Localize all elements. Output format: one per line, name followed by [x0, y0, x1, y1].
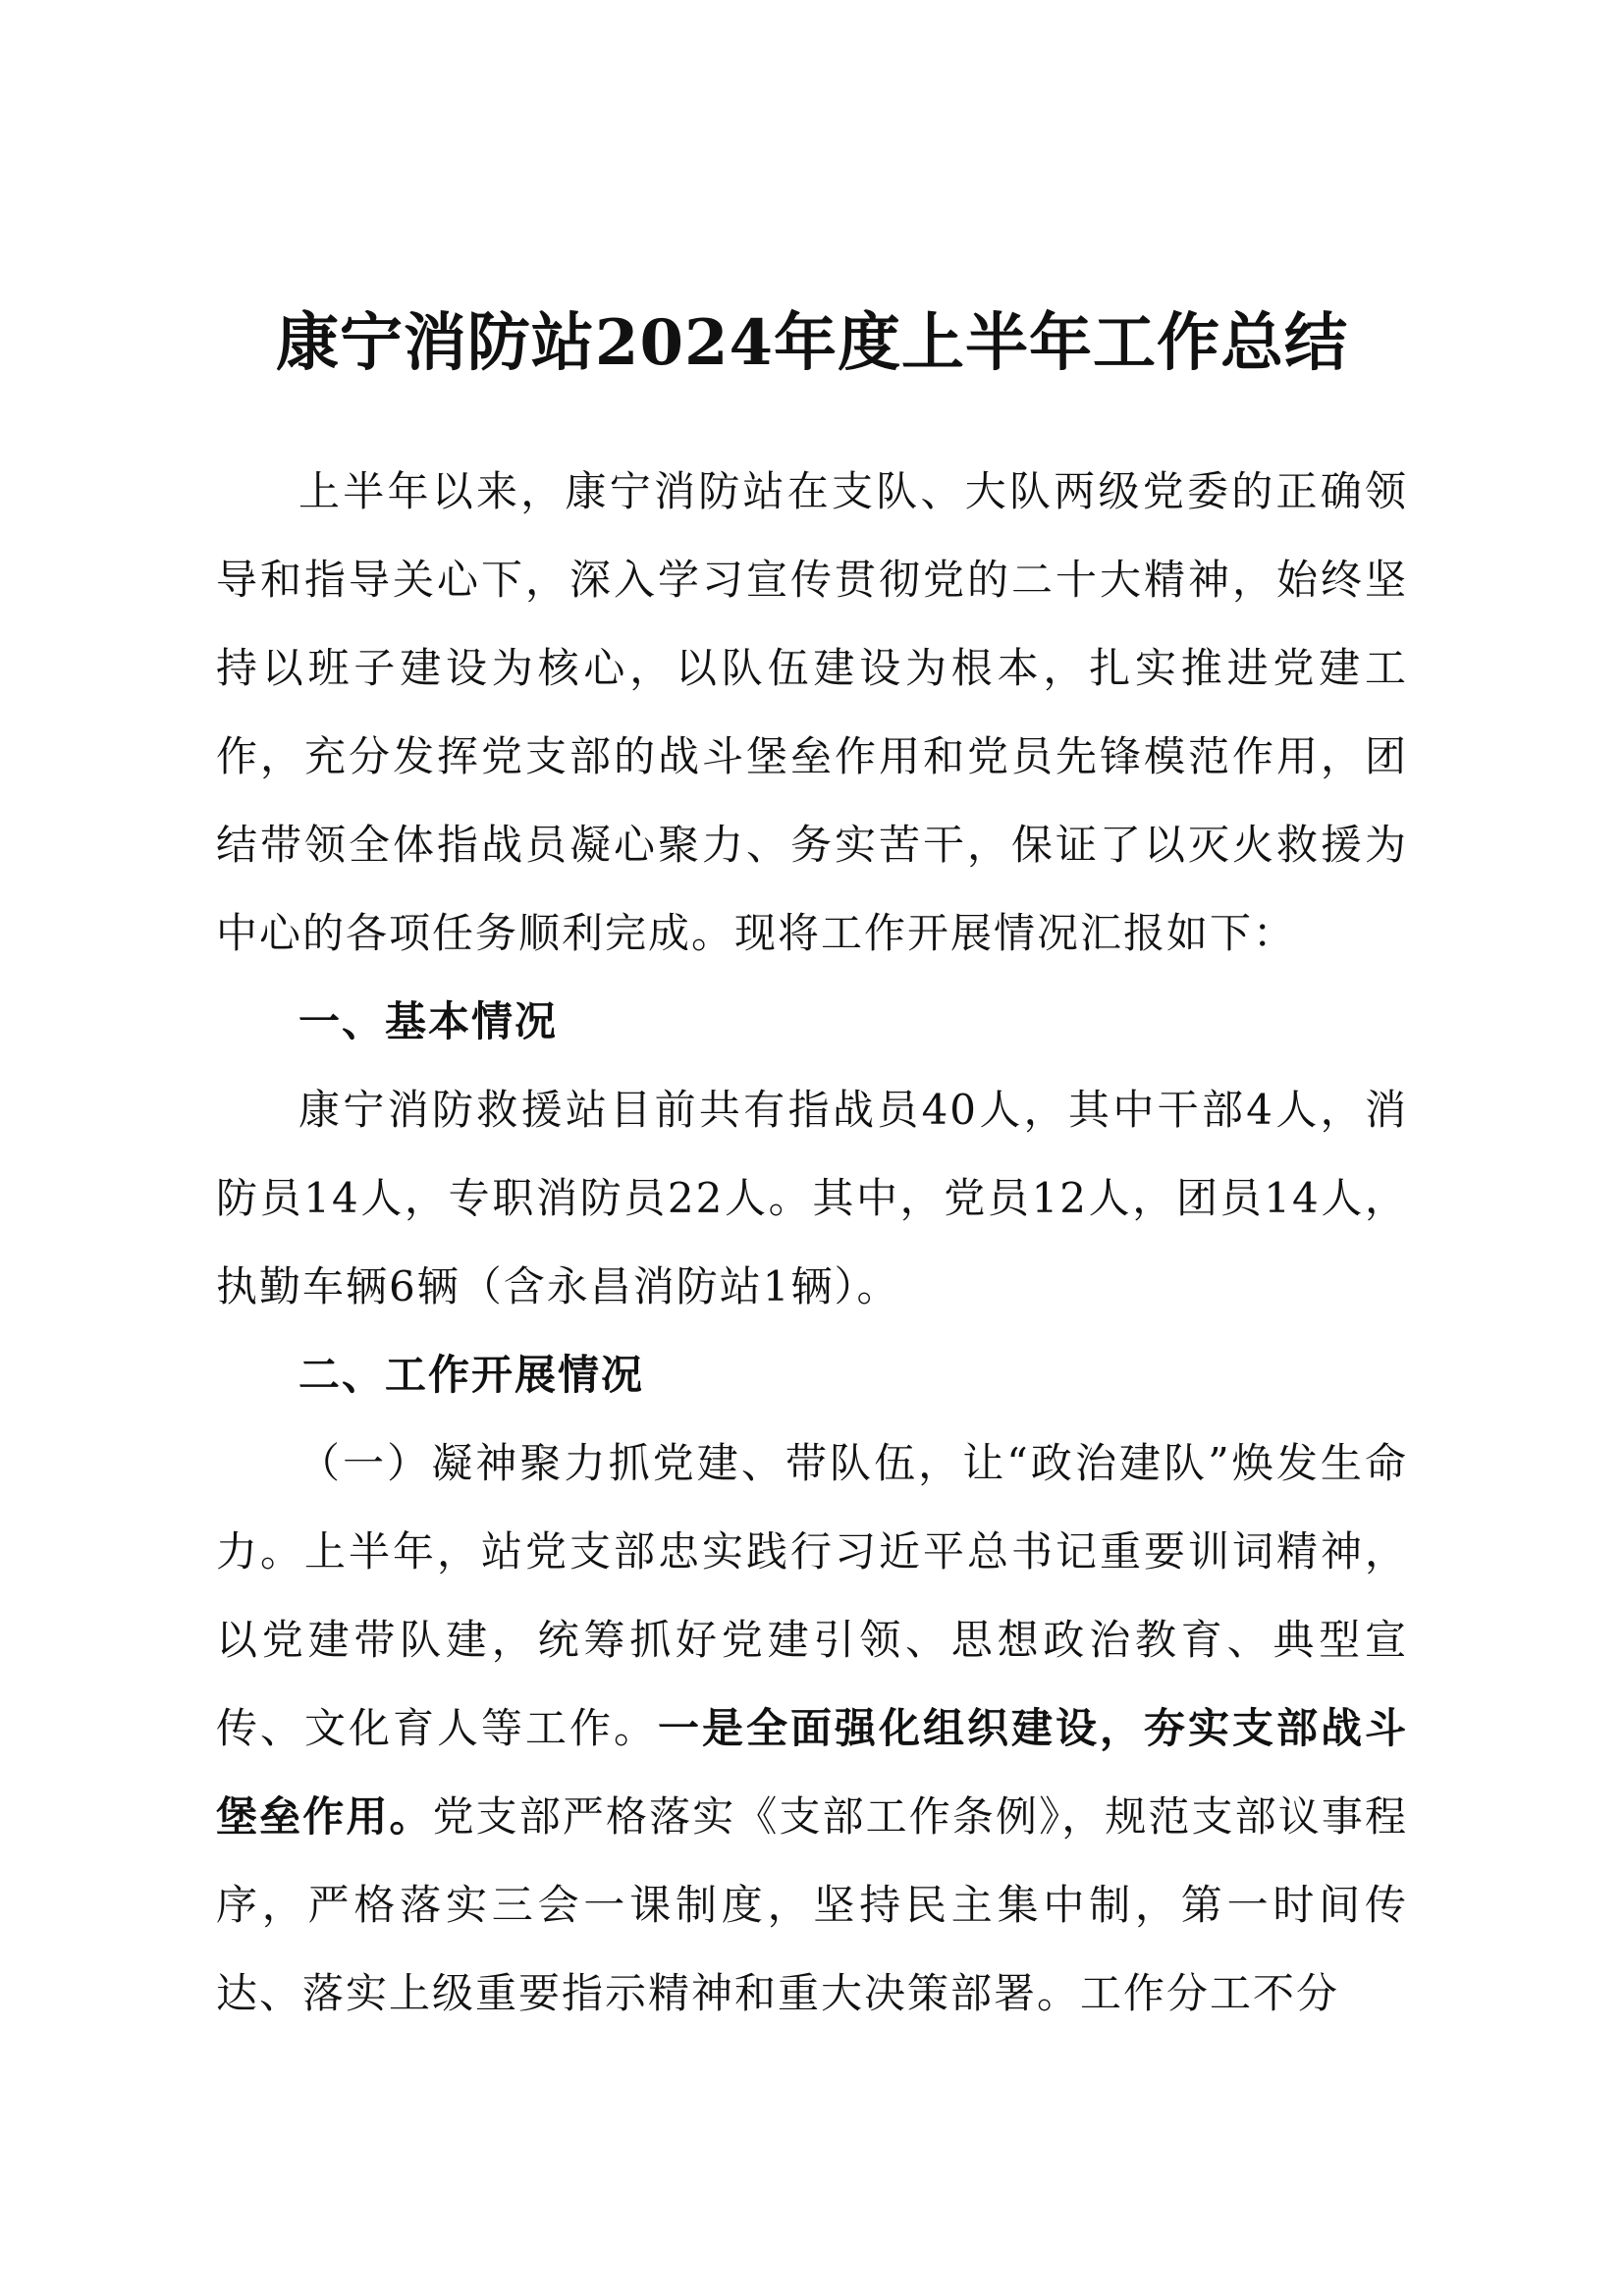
- work-paragraph-text: 上半年，站党支部忠实践行习近平总书记重要训词精神，以党建带队建，统筹抓好党建引领、思想政治教育、典型宣传、文化育人等工作。: [216, 1527, 1408, 1752]
- work-paragraph-1: [216, 1419, 1408, 2038]
- subsection-lead: （一）凝神聚力抓党建、带队伍，让“政治建队”焕发生命力。: [216, 1439, 1408, 1575]
- basic-info-paragraph: 康宁消防救援站目前共有指战员40人，其中干部4人，消防员14人，专职消防员22人。其中，党员12人，团员14人，执勤车辆6辆（含永昌消防站1辆）。: [216, 1086, 1408, 1310]
- document-title: 康宁消防站2024年度上半年工作总结: [275, 306, 1349, 380]
- work-paragraph-continuation: 党支部严格落实《支部工作条例》，规范支部议事程序，严格落实三会一课制度，坚持民主集中制，第一时间传达、落实上级重要指示精神和重大决策部署。工作分工不分: [216, 1792, 1408, 2017]
- section-heading-basic: 一、基本情况: [298, 997, 559, 1045]
- section-heading-work: 二、工作开展情况: [298, 1351, 645, 1399]
- work-point-bold: 一是全面强化组织建设，夯实支部战斗堡垒作用。: [216, 1704, 1408, 1841]
- intro-paragraph: 上半年以来，康宁消防站在支队、大队两级党委的正确领导和指导关心下，深入学习宣传贯彻党的二十大精神，始终坚持以班子建设为核心，以队伍建设为根本，扎实推进党建工作，充分发挥党支部的战斗堡垒作用和党员先锋模范作用，团结带领全体指战员凝心聚力、务实苦干，保证了以灭火救援为中心的各项任务顺利完成。现将工作开展情况汇报如下：: [216, 467, 1408, 957]
- document-body: [216, 448, 1408, 2038]
